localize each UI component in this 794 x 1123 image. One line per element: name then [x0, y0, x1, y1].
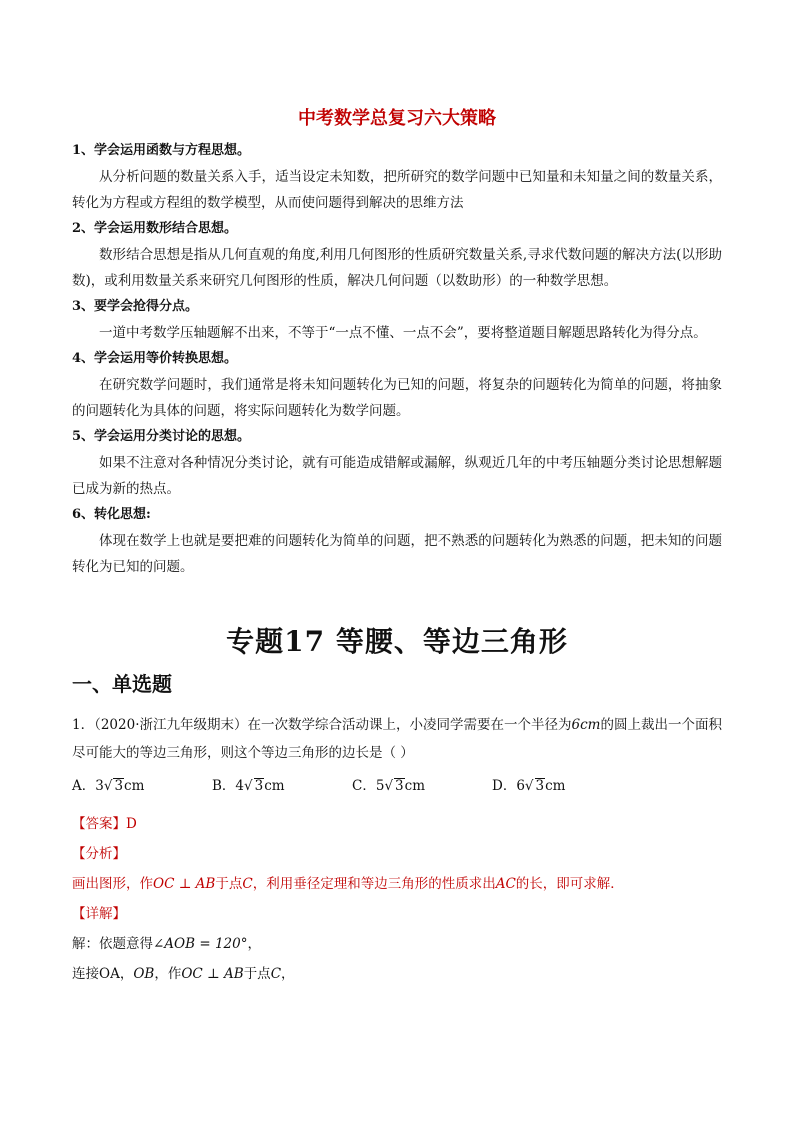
detail-heading: [72, 899, 722, 929]
option-coef: 3: [95, 778, 104, 794]
option-unit: cm: [124, 778, 145, 794]
option-coef: 6: [516, 778, 525, 794]
option-c: [352, 773, 492, 799]
strategy-body: 体现在数学上也就是要把难的问题转化为简单的问题，把不熟悉的问题转化为熟悉的问题，把未知的问题转化为已知的问题。: [72, 533, 722, 575]
detail-part: ，作: [154, 966, 182, 982]
strategy-title: 中考数学总复习六大策略: [298, 108, 496, 129]
strategy-section-2: [72, 218, 722, 294]
question-text-1: 1．（2020·浙江九年级期末）在一次数学综合活动课上，小凌同学需要在一个半径为: [72, 717, 572, 733]
section-title: 一、单选题: [72, 672, 172, 696]
detail-line-1: [72, 929, 722, 959]
strategy-body: 数形结合思想是指从几何直观的角度,利用几何图形的性质研究数量关系,寻求代数问题的解决方法(以形助数)，或利用数量关系来研究几何图形的性质，解决几何问题（以数助形）的一种数学思想。: [72, 247, 722, 289]
analysis-heading: [72, 839, 722, 869]
strategy-body: 从分析问题的数量关系入手，适当设定未知数，把所研究的数学问题中已知量和未知量之间的数量关系，转化为方程或方程组的数学模型，从而使问题得到解决的思维方法: [72, 169, 722, 211]
detail-math: ∠AOB = 120°: [153, 936, 248, 952]
option-coef: 5: [375, 778, 385, 794]
detail-part: 解：依题意得: [72, 936, 153, 952]
option-b: [212, 773, 352, 799]
strategy-heading: 2、学会运用数形结合思想。: [72, 221, 238, 236]
strategy-section-3: [72, 296, 722, 346]
detail-tag: 【详解】: [72, 906, 126, 922]
option-coef: 4: [235, 778, 245, 794]
sqrt-icon: √: [103, 778, 113, 794]
sqrt-icon: √: [524, 778, 534, 794]
strategy-section-6: [72, 504, 722, 580]
option-unit: cm: [545, 778, 566, 794]
detail-part: 连接OA，: [72, 966, 134, 982]
detail-part: ，: [247, 936, 261, 952]
option-label: C．: [352, 778, 376, 794]
answer-line: [72, 809, 722, 839]
analysis-tag: 【分析】: [72, 846, 126, 862]
answer-tag: 【答案】: [72, 816, 126, 832]
option-radicand: 3: [535, 778, 545, 794]
strategy-heading: 1、学会运用函数与方程思想。: [72, 143, 251, 158]
strategy-heading: 3、要学会抢得分点。: [72, 299, 199, 314]
detail-math: OC ⊥ AB: [181, 966, 244, 982]
question-radius: 6cm: [571, 717, 601, 733]
option-d: [492, 773, 632, 799]
strategy-heading: 4、学会运用等价转换思想。: [72, 351, 238, 366]
analysis-text: [72, 869, 722, 899]
option-a: [72, 773, 212, 799]
strategy-body: 在研究数学问题时，我们通常是将未知问题转化为已知的问题，将复杂的问题转化为简单的问题，将抽象的问题转化为具体的问题，将实际问题转化为数学问题。: [72, 377, 722, 419]
strategy-heading: 5、学会运用分类讨论的思想。: [72, 429, 251, 444]
question-stem: [72, 711, 722, 767]
analysis-math: AC: [495, 876, 516, 892]
strategy-section-1: [72, 140, 722, 216]
detail-math: C: [270, 966, 282, 982]
analysis-part: 的长，即可求解．: [515, 876, 624, 892]
option-label: A．: [72, 778, 96, 794]
option-label: D．: [492, 778, 517, 794]
option-radicand: 3: [395, 778, 404, 794]
strategy-body: 如果不注意对各种情况分类讨论，就有可能造成错解或漏解，纵观近几年的中考压轴题分类讨论思想解题已成为新的热点。: [72, 455, 722, 497]
detail-line-2: [72, 959, 722, 989]
analysis-part: 于点: [215, 876, 243, 892]
question-text-2: 的圆上裁出一个面积尽可能大的等边三角形，则这个等边三角形的边长是（ ）: [72, 717, 722, 761]
detail-part: 于点: [243, 966, 271, 982]
detail-part: ，: [281, 966, 295, 982]
document-content: [72, 104, 722, 989]
option-radicand: 3: [114, 778, 124, 794]
strategy-body: 一道中考数学压轴题解不出来，不等于“一点不懂、一点不会”，要将整道题目解题思路转化为得分点。: [99, 325, 707, 341]
analysis-math: C: [242, 876, 253, 892]
answer-value: D: [126, 816, 137, 832]
option-label: B．: [212, 778, 236, 794]
option-unit: cm: [264, 778, 285, 794]
topic-title: 专题17 等腰、等边三角形: [226, 625, 568, 658]
analysis-part: ，利用垂径定理和等边三角形的性质求出: [252, 876, 496, 892]
strategy-section-4: [72, 348, 722, 424]
analysis-part: 画出图形，作: [72, 876, 153, 892]
answer-options: [72, 773, 722, 799]
detail-math: OB: [133, 966, 155, 982]
option-unit: cm: [404, 778, 426, 794]
analysis-math: OC ⊥ AB: [153, 876, 216, 892]
strategy-heading: 6、转化思想:: [72, 507, 151, 522]
option-radicand: 3: [254, 778, 264, 794]
strategy-section-5: [72, 426, 722, 502]
sqrt-icon: √: [244, 778, 253, 794]
sqrt-icon: √: [384, 778, 394, 794]
